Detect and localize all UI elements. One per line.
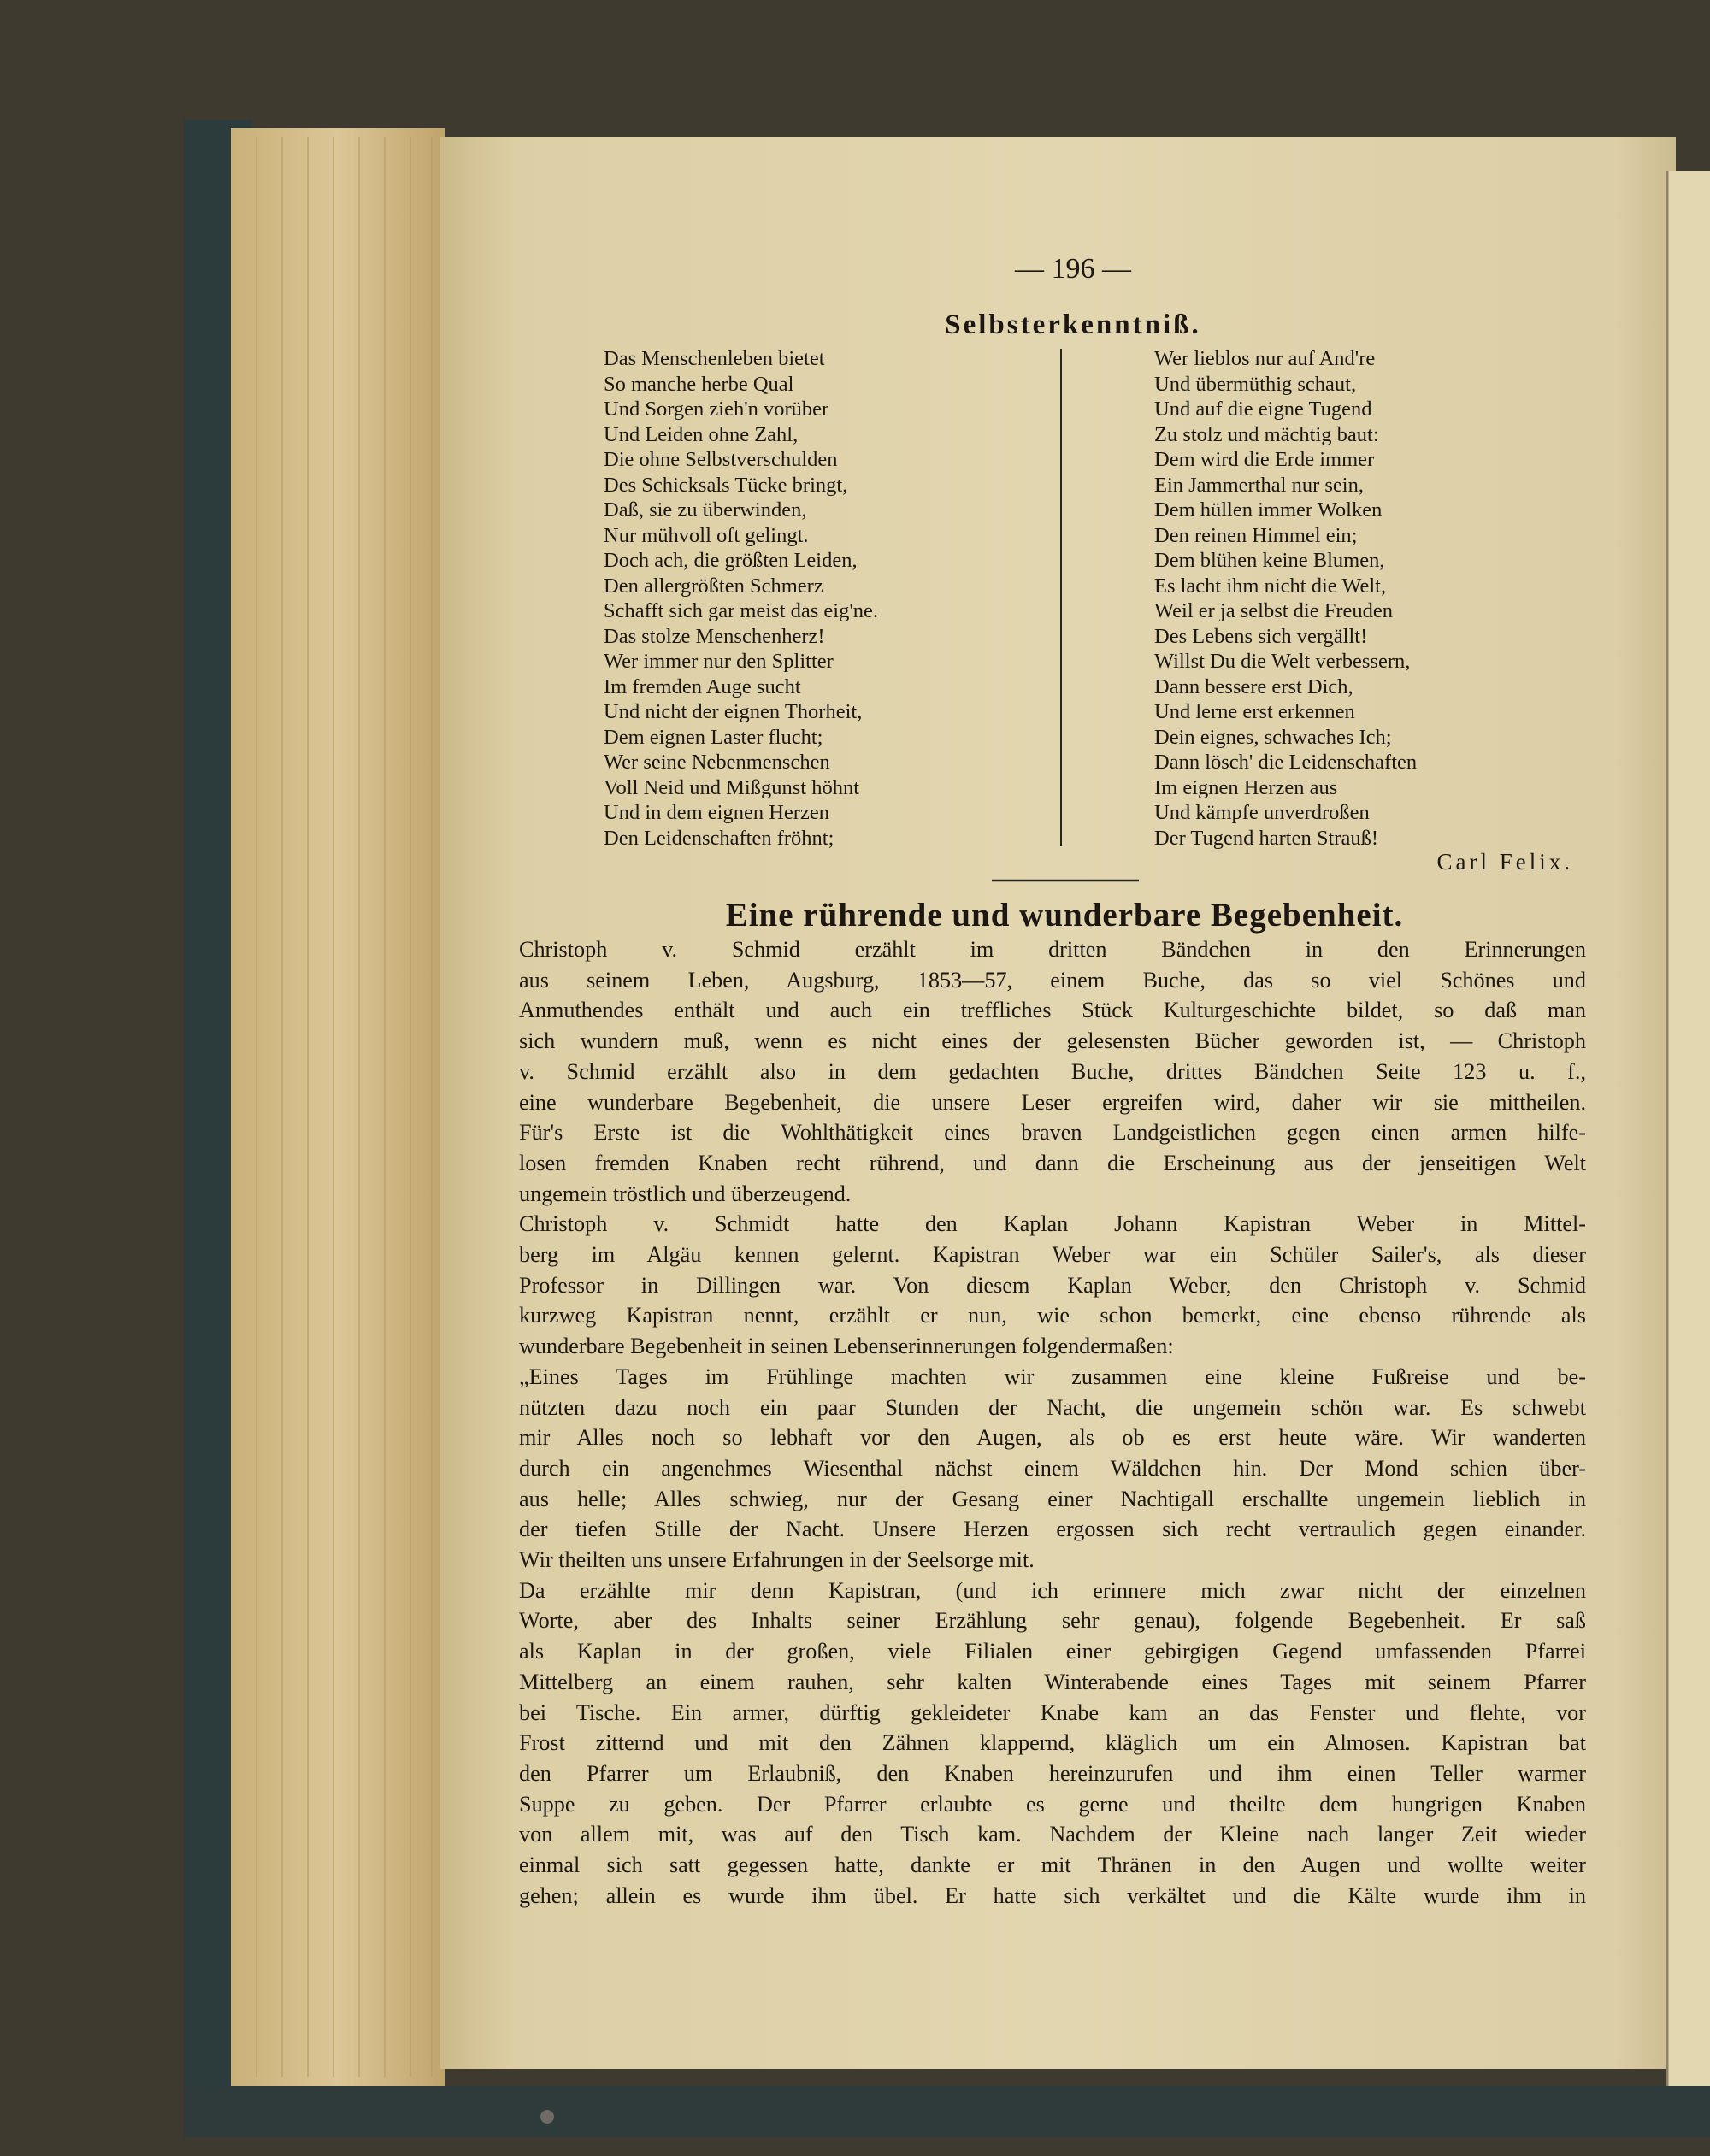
poem-line: Den reinen Himmel ein; xyxy=(1154,523,1358,547)
poem-line: Es lacht ihm nicht die Welt, xyxy=(1154,574,1387,598)
poem-line: Schafft sich gar meist das eig'ne. xyxy=(604,599,879,622)
article-line: Suppe zu geben. Der Pfarrer erlaubte es gerne und theilte dem hungrigen Knaben xyxy=(519,1791,1586,1817)
ink-spot xyxy=(540,2110,554,2124)
poem-line: Des Schicksals Tücke bringt, xyxy=(604,473,848,497)
poem-line: Das stolze Menschenherz! xyxy=(604,624,825,648)
poem-line: Der Tugend harten Strauß! xyxy=(1154,826,1378,850)
poem-line: Die ohne Selbstverschulden xyxy=(604,448,838,471)
article-line: „Eines Tages im Frühlinge machten wir zusammen eine kleine Fußreise und be- xyxy=(519,1364,1586,1389)
poem-line: Und Leiden ohne Zahl, xyxy=(604,422,799,446)
poem-line: Und auf die eigne Tugend xyxy=(1154,398,1372,421)
article-line: eine wunderbare Begebenheit, die unsere Leser ergreifen wird, daher wir sie mittheilen. xyxy=(519,1089,1586,1115)
article-line: losen fremden Knaben recht rührend, und dann die Erscheinung aus der jenseitigen Welt xyxy=(519,1150,1586,1175)
article-line: Christoph v. Schmidt hatte den Kaplan Johann Kapistran Weber in Mittel- xyxy=(519,1211,1586,1237)
article-line: aus helle; Alles schwieg, nur der Gesang einer Nachtigall erschallte ungemein lieblich in xyxy=(519,1486,1586,1511)
poem-line: Wer immer nur den Splitter xyxy=(604,650,834,673)
poem-line: Und Sorgen zieh'n vorüber xyxy=(604,398,829,421)
poem-line: Dem wird die Erde immer xyxy=(1154,448,1375,471)
poem-line: Im fremden Auge sucht xyxy=(604,674,801,698)
poem-line: Ein Jammerthal nur sein, xyxy=(1154,473,1364,497)
poem-line: Und kämpfe unverdroßen xyxy=(1154,801,1370,824)
poem-line: Dem eignen Laster flucht; xyxy=(604,725,823,749)
poem-line: Im eignen Herzen aus xyxy=(1154,775,1338,799)
article-line: einmal sich satt gegessen hatte, dankte er mit Thränen in den Augen und wollte weiter xyxy=(519,1853,1586,1878)
article-line: sich wundern muß, wenn es nicht eines der gelesensten Bücher geworden ist, — Christoph xyxy=(519,1028,1586,1054)
article-line: Professor in Dillingen war. Von diesem Kaplan Weber, den Christoph v. Schmid xyxy=(519,1272,1586,1298)
poem-line: Voll Neid und Mißgunst höhnt xyxy=(604,775,860,799)
poem-line: Dann bessere erst Dich, xyxy=(1154,674,1353,698)
poem-line: Dem hüllen immer Wolken xyxy=(1154,498,1383,521)
book-cover-bottom xyxy=(184,2086,1710,2137)
poem-line: Nur mühvoll oft gelingt. xyxy=(604,523,809,547)
poem-line: Und in dem eignen Herzen xyxy=(604,801,829,824)
article-title: Eine rührende und wunderbare Begebenheit. xyxy=(725,897,1404,934)
poem-line: Dein eignes, schwaches Ich; xyxy=(1154,725,1392,749)
poem-right-column xyxy=(1154,349,1496,849)
poem-line: Des Lebens sich vergällt! xyxy=(1154,624,1368,648)
article-line: bei Tische. Ein armer, dürftig gekleideter Knabe kam an das Fenster und flehte, vor xyxy=(519,1699,1586,1725)
poem-line: Wer lieblos nur auf And're xyxy=(1154,347,1376,370)
article-line: Christoph v. Schmid erzählt im dritten Bändchen in den Erinnerungen xyxy=(519,937,1586,962)
article-line: v. Schmid erzählt also in dem gedachten Buche, drittes Bändchen Seite 123 u. f., xyxy=(519,1058,1586,1084)
article-line: Anmuthendes enthält und auch ein treffliches Stück Kulturgeschichte bildet, so daß man xyxy=(519,998,1586,1023)
article-line: mir Alles noch so lebhaft vor den Augen, als ob es erst heute wäre. Wir wanderten xyxy=(519,1425,1586,1451)
article-line: Für's Erste ist die Wohlthätigkeit eines braven Landgeistlichen gegen einen armen hilfe- xyxy=(519,1120,1586,1146)
article-line: Frost zitternd und mit den Zähnen klappernd, kläglich um ein Almosen. Kapistran bat xyxy=(519,1730,1586,1756)
poem-line: Zu stolz und mächtig baut: xyxy=(1154,422,1379,446)
article-line: der tiefen Stille der Nacht. Unsere Herzen ergossen sich recht vertraulich gegen einander. xyxy=(519,1517,1586,1542)
article-line: berg im Algäu kennen gelernt. Kapistran Weber war ein Schüler Sailer's, als dieser xyxy=(519,1242,1586,1268)
article-line: durch ein angenehmes Wiesenthal nächst einem Wäldchen hin. Der Mond schien über- xyxy=(519,1455,1586,1481)
article-line: kurzweg Kapistran nennt, erzählt er nun, wie schon bemerkt, eine ebenso rührende als xyxy=(519,1303,1586,1328)
poem-line: Daß, sie zu überwinden, xyxy=(604,498,807,521)
article-line: Mittelberg an einem rauhen, sehr kalten Winterabende eines Tages mit seinem Pfarrer xyxy=(519,1669,1586,1694)
poem-line: Dem blühen keine Blumen, xyxy=(1154,549,1385,572)
article-line: gehen; allein es wurde ihm übel. Er hatte sich verkältet und die Kälte wurde ihm in xyxy=(519,1882,1586,1908)
poem-left-column xyxy=(604,349,1065,849)
next-page-strip xyxy=(1667,171,1710,2086)
poem-line: Und lerne erst erkennen xyxy=(1154,700,1355,723)
poem-author: Carl Felix. xyxy=(1436,849,1573,875)
page-number: — 196 — xyxy=(1015,253,1131,285)
poem-line: Den allergrößten Schmerz xyxy=(604,574,823,598)
article-line: Wir theilten uns unsere Erfahrungen in der Seelsorge mit. xyxy=(519,1547,1035,1573)
article-body xyxy=(519,939,1586,1907)
article-line: aus seinem Leben, Augsburg, 1853—57, einem Buche, das so viel Schönes und xyxy=(519,967,1586,993)
article-line: nützten dazu noch ein paar Stunden der Nacht, die ungemein schön war. Es schwebt xyxy=(519,1394,1586,1420)
poem-line: Wer seine Nebenmenschen xyxy=(604,751,830,774)
article-line: als Kaplan in der großen, viele Filialen einer gebirgigen Gegend umfassenden Pfarrei xyxy=(519,1639,1586,1664)
article-line: von allem mit, was auf den Tisch kam. Nachdem der Kleine nach langer Zeit wieder xyxy=(519,1822,1586,1847)
poem-line: Weil er ja selbst die Freuden xyxy=(1154,599,1394,622)
article-line: Da erzählte mir denn Kapistran, (und ich erinnere mich zwar nicht der einzelnen xyxy=(519,1577,1586,1603)
poem-line: Dann lösch' die Leidenschaften xyxy=(1154,751,1418,774)
poem-line: Das Menschenleben bietet xyxy=(604,347,825,370)
article-line: ungemein tröstlich und überzeugend. xyxy=(519,1181,852,1206)
poem-line: Und nicht der eignen Thorheit, xyxy=(604,700,863,723)
poem-line: Willst Du die Welt verbessern, xyxy=(1154,650,1411,673)
article-line: wunderbare Begebenheit in seinen Lebenserinnerungen folgendermaßen: xyxy=(519,1334,1174,1359)
page-edges xyxy=(231,128,445,2086)
poem-line: Den Leidenschaften fröhnt; xyxy=(604,826,834,850)
article-line: Worte, aber des Inhalts seiner Erzählung sehr genau), folgende Begebenheit. Er saß xyxy=(519,1608,1586,1634)
poem-line: Doch ach, die größten Leiden, xyxy=(604,549,858,572)
article-line: den Pfarrer um Erlaubniß, den Knaben hereinzurufen und ihm einen Teller warmer xyxy=(519,1760,1586,1786)
poem-line: So manche herbe Qual xyxy=(604,372,794,396)
poem-title: Selbsterkenntniß. xyxy=(945,309,1201,340)
poem-line: Und übermüthig schaut, xyxy=(1154,372,1357,396)
